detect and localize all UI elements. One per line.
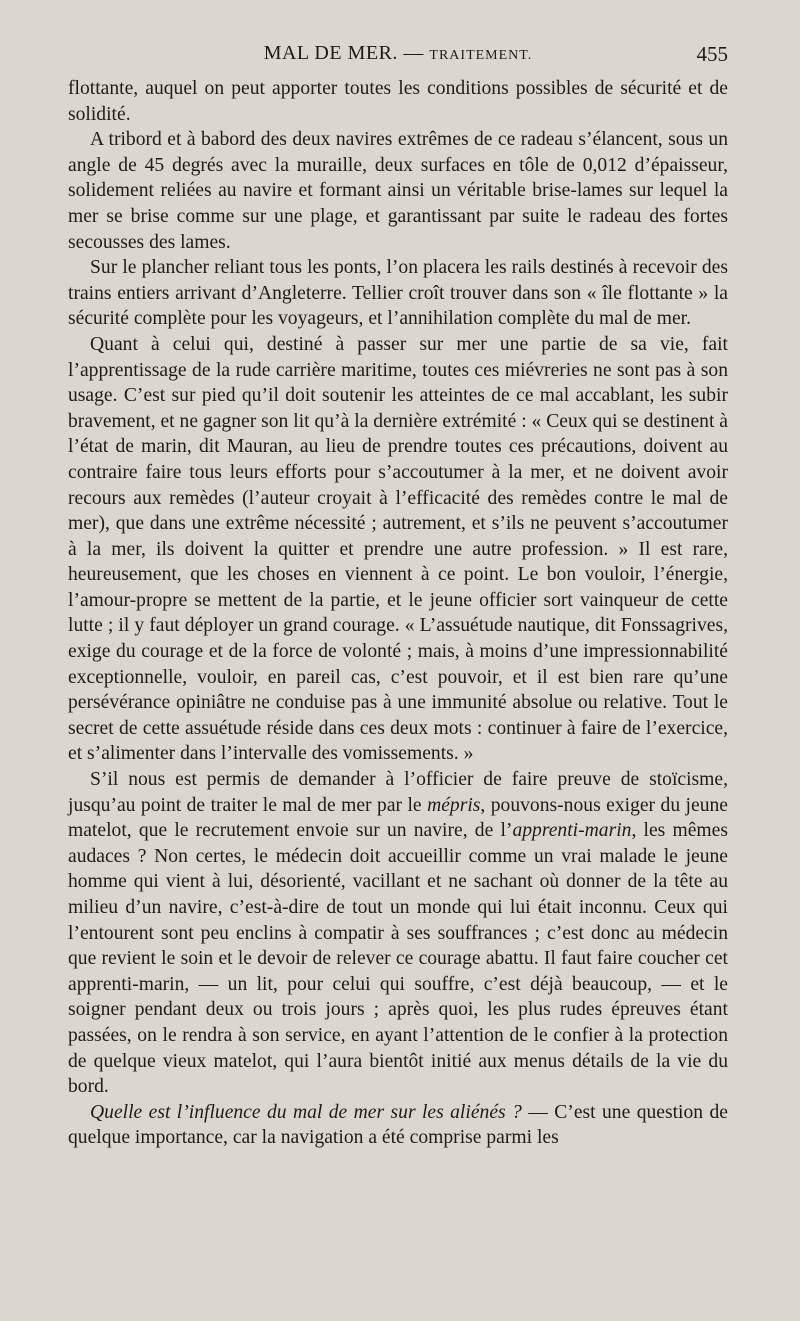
running-head: [68, 42, 728, 65]
paragraph-text: — C’est une question de quelque importance, car la navigation a été comprise parmi les: [68, 1101, 728, 1149]
italic-text: mépris: [427, 794, 481, 816]
paragraph: [68, 76, 728, 127]
paragraph-text: flottante, auquel on peut apporter toutes les conditions possibles de sécurité et de solidité.: [68, 78, 728, 125]
paragraph-text: A tribord et à babord des deux navires extrêmes de ce radeau s’élancent, sous un angle de 45 degrés avec la muraille, deux surfaces en tôle de 0,012 d’épaisseur, solidement reliées au navire et formant ainsi un véritable brise-lames sur lequel la mer se brise comme sur une plage, et garantissant par suite le radeau des fortes secousses des lames.: [68, 129, 728, 253]
paragraph: [68, 255, 728, 332]
paragraph: [68, 332, 728, 767]
body-text: [68, 76, 728, 1151]
italic-text: apprenti-marin: [512, 820, 632, 842]
page-number: 455: [696, 42, 728, 66]
paragraph-text: Quant à celui qui, destiné à passer sur mer une partie de sa vie, fait l’apprentissage de la rude carrière maritime, toutes ces miévreries ne sont pas à son usage. C’est sur pied qu’il doit soutenir les atteintes de ce mal accablant, les subir bravement, et ne gagner son lit qu’à la dernière extrémité : « Ceux qui se destinent à l’état de marin, dit Mauran, au lieu de prendre toutes ces précautions, doivent au contraire faire tous leurs efforts pour s’accoutumer à la mer, et ne doivent avoir recours aux remèdes (l’auteur croyait à l’efficacité des remèdes contre le mal de mer), que dans une extrême nécessité ; autrement, et s’ils ne peuvent s’accoutumer à la mer, ils doivent la quitter et prendre une autre profession. » Il est rare, heureusement, que les choses en viennent à ce point. Le bon vouloir, l’énergie, l’amour-propre se mettent de la partie, et le jeune officier sort vainqueur de cette lutte ; il y faut déployer un grand courage. « L’assuétude nautique, dit Fonssagrives, exige du courage et de la force de volonté ; mais, à moins d’une impressionnabilité exceptionnelle, vouloir, en pareil cas, c’est pouvoir, et il est bien rare qu’une persévérance opiniâtre ne conduise pas à une immunité absolue ou relative. Tout le secret de cette assuétude réside dans ces deux mots : continuer à faire de l’exercice, et s’alimenter dans l’intervalle des vomissements. »: [68, 333, 728, 765]
paragraph-text: , les mêmes audaces ? Non certes, le médecin doit accueillir comme un vrai malade le jeune homme qui vient à lui, désorienté, vacillant et ne sachant où donner de la tête au milieu d’un navire, c’est-à-dire de tout un monde qui lui était inconnu. Ceux qui l’entourent sont peu enclins à compatir à ses souffrances ; c’est donc au médecin que revient le soin et le devoir de relever ce courage abattu. Il faut faire coucher cet apprenti-marin, — un lit, pour celui qui souffre, c’est déjà beaucoup, — et le soigner pendant deux ou trois jours ; après quoi, les plus rudes épreuves étant passées, on le rendra à son service, en ayant l’attention de le confier à la protection de quelque vieux matelot, qui l’aura bientôt initié aux menus détails de la vie du bord.: [68, 820, 728, 1098]
paragraph-text: , pouvons-nous exiger du jeune matelot, que le recrutement envoie sur un navire, de l’: [68, 794, 728, 842]
running-head-subtitle: TRAITEMENT.: [429, 48, 533, 63]
paragraph: [68, 127, 728, 255]
page-header: [68, 42, 728, 72]
paragraph: [68, 767, 728, 1100]
running-head-dash: —: [397, 42, 430, 64]
italic-question: Quelle est l’influence du mal de mer sur les aliénés ?: [90, 1101, 522, 1123]
paragraph-text: S’il nous est permis de demander à l’officier de faire preuve de stoïcisme, jusqu’au point de traiter le mal de mer par le: [68, 769, 728, 816]
paragraph: [68, 1100, 728, 1151]
running-head-title: MAL DE MER.: [263, 42, 398, 64]
paragraph-text: Sur le plancher reliant tous les ponts, l’on placera les rails destinés à recevoir des trains entiers arrivant d’Angleterre. Tellier croît trouver dans son « île flottante » la sécurité complète pour les voyageurs, et l’annihilation complète du mal de mer.: [68, 257, 728, 330]
